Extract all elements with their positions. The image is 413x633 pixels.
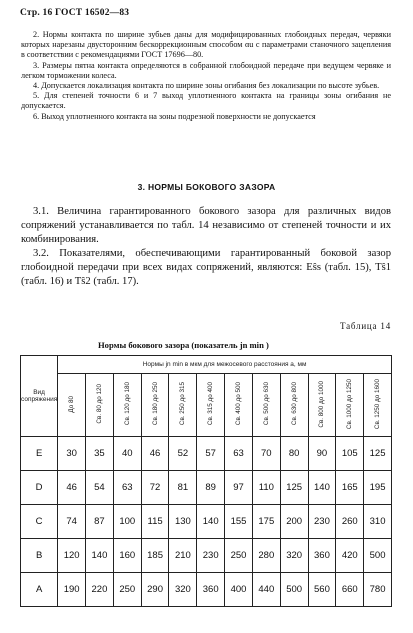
table-cell: 63 xyxy=(113,471,141,505)
table-cell: 120 xyxy=(58,539,86,573)
column-header xyxy=(252,373,280,436)
corner-header: Вид сопряжения xyxy=(21,356,58,437)
table-cell: 70 xyxy=(252,437,280,471)
table-row xyxy=(21,539,392,573)
table-cell: 140 xyxy=(86,539,114,573)
table-row xyxy=(21,505,392,539)
table-cell: 155 xyxy=(225,505,253,539)
column-header-label: Св. 250 до 315 xyxy=(179,382,187,426)
table-cell: 52 xyxy=(169,437,197,471)
table-cell: 320 xyxy=(169,573,197,607)
table-cell: 360 xyxy=(197,573,225,607)
table-group-header-row xyxy=(21,356,392,374)
table-cell: 80 xyxy=(280,437,308,471)
note-2: 2. Нормы контакта по ширине зубьев даны для модифицированных глобоидных передач, червяки которых нарезаны двусторонним бескоррекционным способом αu с параметрами станочного зацепления в соответствии с рекомендациями ГОСТ 17696—80. xyxy=(21,30,391,60)
table-cell: 87 xyxy=(86,505,114,539)
column-header xyxy=(58,373,86,436)
column-header xyxy=(113,373,141,436)
note-3: 3. Размеры пятна контакта определяются в собранной глобоидной передаче при ведущем червяке и легком торможении колеса. xyxy=(21,60,391,80)
table-cell: 74 xyxy=(58,505,86,539)
column-header-label: Св. 120 до 180 xyxy=(123,382,131,426)
table-cell: 57 xyxy=(197,437,225,471)
fit-type-cell: E xyxy=(21,437,58,471)
table-cell: 250 xyxy=(225,539,253,573)
table-cell: 780 xyxy=(364,573,392,607)
table-cell: 110 xyxy=(252,471,280,505)
table-cell: 200 xyxy=(280,505,308,539)
table-cell: 30 xyxy=(58,437,86,471)
column-header xyxy=(336,373,364,436)
column-header xyxy=(364,373,392,436)
table-cell: 72 xyxy=(141,471,169,505)
column-header-label: Св. 400 до 500 xyxy=(235,382,242,426)
table-cell: 165 xyxy=(336,471,364,505)
table-cell: 230 xyxy=(197,539,225,573)
table-cell: 125 xyxy=(364,437,392,471)
table-cell: 140 xyxy=(197,505,225,539)
table-cell: 97 xyxy=(225,471,253,505)
table-cell: 46 xyxy=(58,471,86,505)
table-cell: 100 xyxy=(113,505,141,539)
section-body xyxy=(21,205,391,289)
column-header-label: Св. 500 до 630 xyxy=(262,382,270,426)
table-cell: 210 xyxy=(169,539,197,573)
column-header xyxy=(86,373,114,436)
table-label: Таблица 14 xyxy=(340,321,391,331)
paragraph-3-1: 3.1. Величина гарантированного бокового зазора для различных видов сопряжений устанавливается по табл. 14 независимо от степеней точности и их комбинирования. xyxy=(21,206,391,245)
column-header-row xyxy=(21,373,392,436)
table-cell: 89 xyxy=(197,471,225,505)
column-header xyxy=(225,373,253,436)
column-header xyxy=(141,373,169,436)
table-cell: 440 xyxy=(252,573,280,607)
table-cell: 500 xyxy=(364,539,392,573)
paragraph-3-2: 3.2. Показателями, обеспечивающими гарантированный боковой зазор глобоидной передачи при всех видах сопряжений, являются: Eŝs (табл. 15), Tŝ1 (табл. 16) и Tŝ2 (табл. 17). xyxy=(21,248,391,287)
column-header-label: Св. 180 до 250 xyxy=(151,382,159,426)
table-cell: 130 xyxy=(169,505,197,539)
note-4: 4. Допускается локализация контакта по ширине зоны огибания без локализации по высоте зубьев. xyxy=(33,81,380,91)
table-cell: 63 xyxy=(225,437,253,471)
table-cell: 105 xyxy=(336,437,364,471)
column-header xyxy=(169,373,197,436)
table-cell: 46 xyxy=(141,437,169,471)
table-cell: 660 xyxy=(336,573,364,607)
table-cell: 220 xyxy=(86,573,114,607)
fit-type-cell: D xyxy=(21,471,58,505)
note-6: 6. Выход уплотненного контакта на зоны подрезной поверхности не допускается xyxy=(33,111,316,121)
table-cell: 360 xyxy=(308,539,336,573)
table-cell: 500 xyxy=(280,573,308,607)
table-cell: 195 xyxy=(364,471,392,505)
table-cell: 140 xyxy=(308,471,336,505)
table-cell: 560 xyxy=(308,573,336,607)
table-cell: 250 xyxy=(113,573,141,607)
note-5: 5. Для степеней точности 6 и 7 выход уплотненного контакта на границы зоны огибания не допускается. xyxy=(21,91,391,111)
section-title: 3. НОРМЫ БОКОВОГО ЗАЗОРА xyxy=(137,182,276,192)
table-cell: 185 xyxy=(141,539,169,573)
table-cell: 260 xyxy=(336,505,364,539)
table-cell: 81 xyxy=(169,471,197,505)
column-header xyxy=(280,373,308,436)
table-cell: 54 xyxy=(86,471,114,505)
column-header-label: До 80 xyxy=(68,395,76,413)
page-header: Стр. 16 ГОСТ 16502—83 xyxy=(20,8,130,18)
fit-type-cell: C xyxy=(21,505,58,539)
table-cell: 320 xyxy=(280,539,308,573)
table-title: Нормы бокового зазора (показатель jn min ) xyxy=(98,340,269,350)
table-cell: 310 xyxy=(364,505,392,539)
table-cell: 400 xyxy=(225,573,253,607)
column-header-label: Св. 80 до 120 xyxy=(95,384,103,424)
group-header: Нормы jn min в мкм для межосевого расстояния a, мм xyxy=(58,356,392,374)
table-cell: 115 xyxy=(141,505,169,539)
table-cell: 40 xyxy=(113,437,141,471)
table-cell: 160 xyxy=(113,539,141,573)
table-cell: 420 xyxy=(336,539,364,573)
table-cell: 190 xyxy=(58,573,86,607)
fit-type-cell: A xyxy=(21,573,58,607)
table-row xyxy=(21,437,392,471)
column-header-label: Св. 630 до 800 xyxy=(290,382,298,426)
table-body xyxy=(21,437,392,607)
table-row xyxy=(21,471,392,505)
fit-type-cell: B xyxy=(21,539,58,573)
contact-notes xyxy=(21,30,391,122)
column-header xyxy=(197,373,225,436)
table-cell: 35 xyxy=(86,437,114,471)
table-cell: 280 xyxy=(252,539,280,573)
table-cell: 125 xyxy=(280,471,308,505)
column-header-label: Св. 1000 до 1250 xyxy=(346,378,354,429)
table-row xyxy=(21,573,392,607)
column-header-label: Св. 1250 до 1600 xyxy=(374,378,382,429)
table-cell: 230 xyxy=(308,505,336,539)
backlash-norms-table xyxy=(20,355,392,607)
column-header-label: Св. 800 до 1000 xyxy=(318,380,326,428)
column-header-label: Св. 315 до 400 xyxy=(207,382,215,426)
table-cell: 175 xyxy=(252,505,280,539)
table-cell: 90 xyxy=(308,437,336,471)
column-header xyxy=(308,373,336,436)
table-cell: 290 xyxy=(141,573,169,607)
